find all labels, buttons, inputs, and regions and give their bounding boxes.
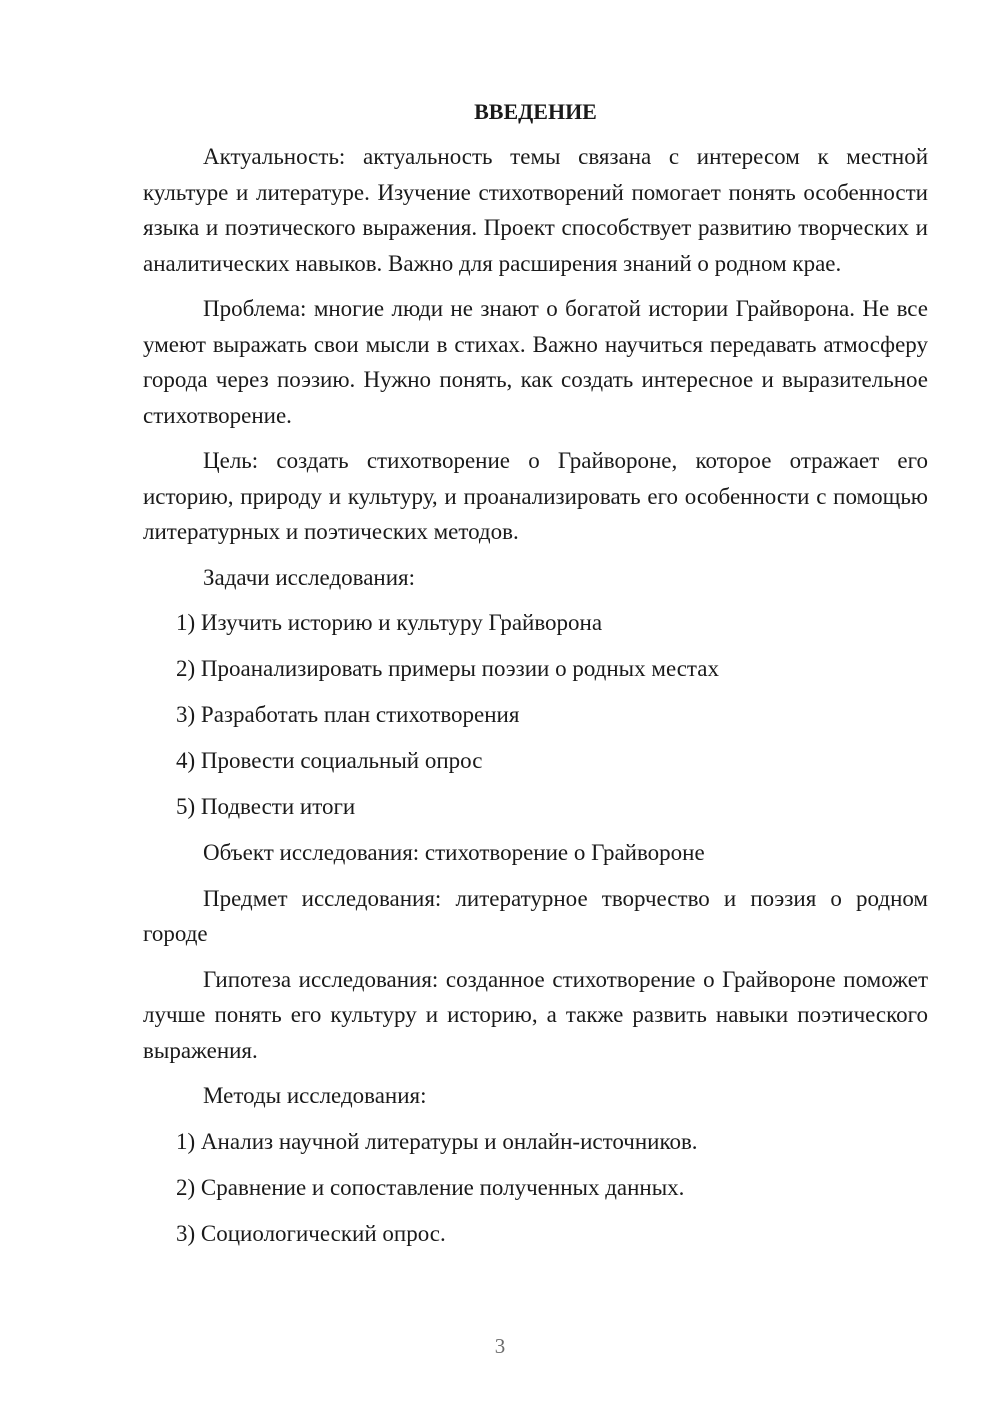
list-item: 3) Разработать план стихотворения — [176, 702, 520, 727]
list-item: 1) Изучить историю и культуру Грайворона — [176, 610, 603, 635]
section-title: ВВЕДЕНИЕ — [474, 99, 597, 124]
list-item: 2) Сравнение и сопоставление полученных данных. — [176, 1174, 685, 1200]
problem-paragraph: Проблема: многие люди не знают о богатой истории Грайворона. Не все умеют выражать свои мысли в стихах. Важно научиться передавать атмосферу города через поэзию. Нужно понять, как создать интересное и выразительное стихотворение. — [143, 296, 928, 428]
methods-label: Методы исследования: — [203, 1083, 427, 1108]
relevance-paragraph: Актуальность: актуальность темы связана с интересом к местной культуре и литературе. Изучение стихотворений помогает понять особенности языка и поэтического выражения. Проект способствует развитию творческих и аналитических навыков. Важно для расширения знаний о родном крае. — [143, 144, 928, 276]
subject-paragraph: Предмет исследования: литературное творчество и поэзия о родном городе — [143, 885, 928, 946]
list-item: 1) Анализ научной литературы и онлайн-источников. — [176, 1128, 698, 1154]
list-item: 2) Проанализировать примеры поэзии о родных местах — [176, 656, 719, 681]
goal-paragraph: Цель: создать стихотворение о Грайвороне, которое отражает его историю, природу и культуру, и проанализировать его особенности с помощью литературных и поэтических методов. — [143, 448, 928, 544]
hypothesis-paragraph: Гипотеза исследования: созданное стихотворение о Грайвороне поможет лучше понять его культуру и историю, а также развить навыки поэтического выражения. — [143, 966, 928, 1063]
object-paragraph: Объект исследования: стихотворение о Грайвороне — [203, 840, 705, 865]
tasks-label: Задачи исследования: — [203, 564, 416, 590]
page-content — [143, 94, 928, 1262]
tasks-list — [143, 605, 928, 825]
page-number: 3 — [494, 1334, 506, 1358]
list-item: 3) Социологический опрос. — [176, 1220, 446, 1246]
methods-list — [143, 1124, 928, 1252]
list-item: 5) Подвести итоги — [176, 794, 356, 819]
list-item: 4) Провести социальный опрос — [176, 748, 483, 773]
